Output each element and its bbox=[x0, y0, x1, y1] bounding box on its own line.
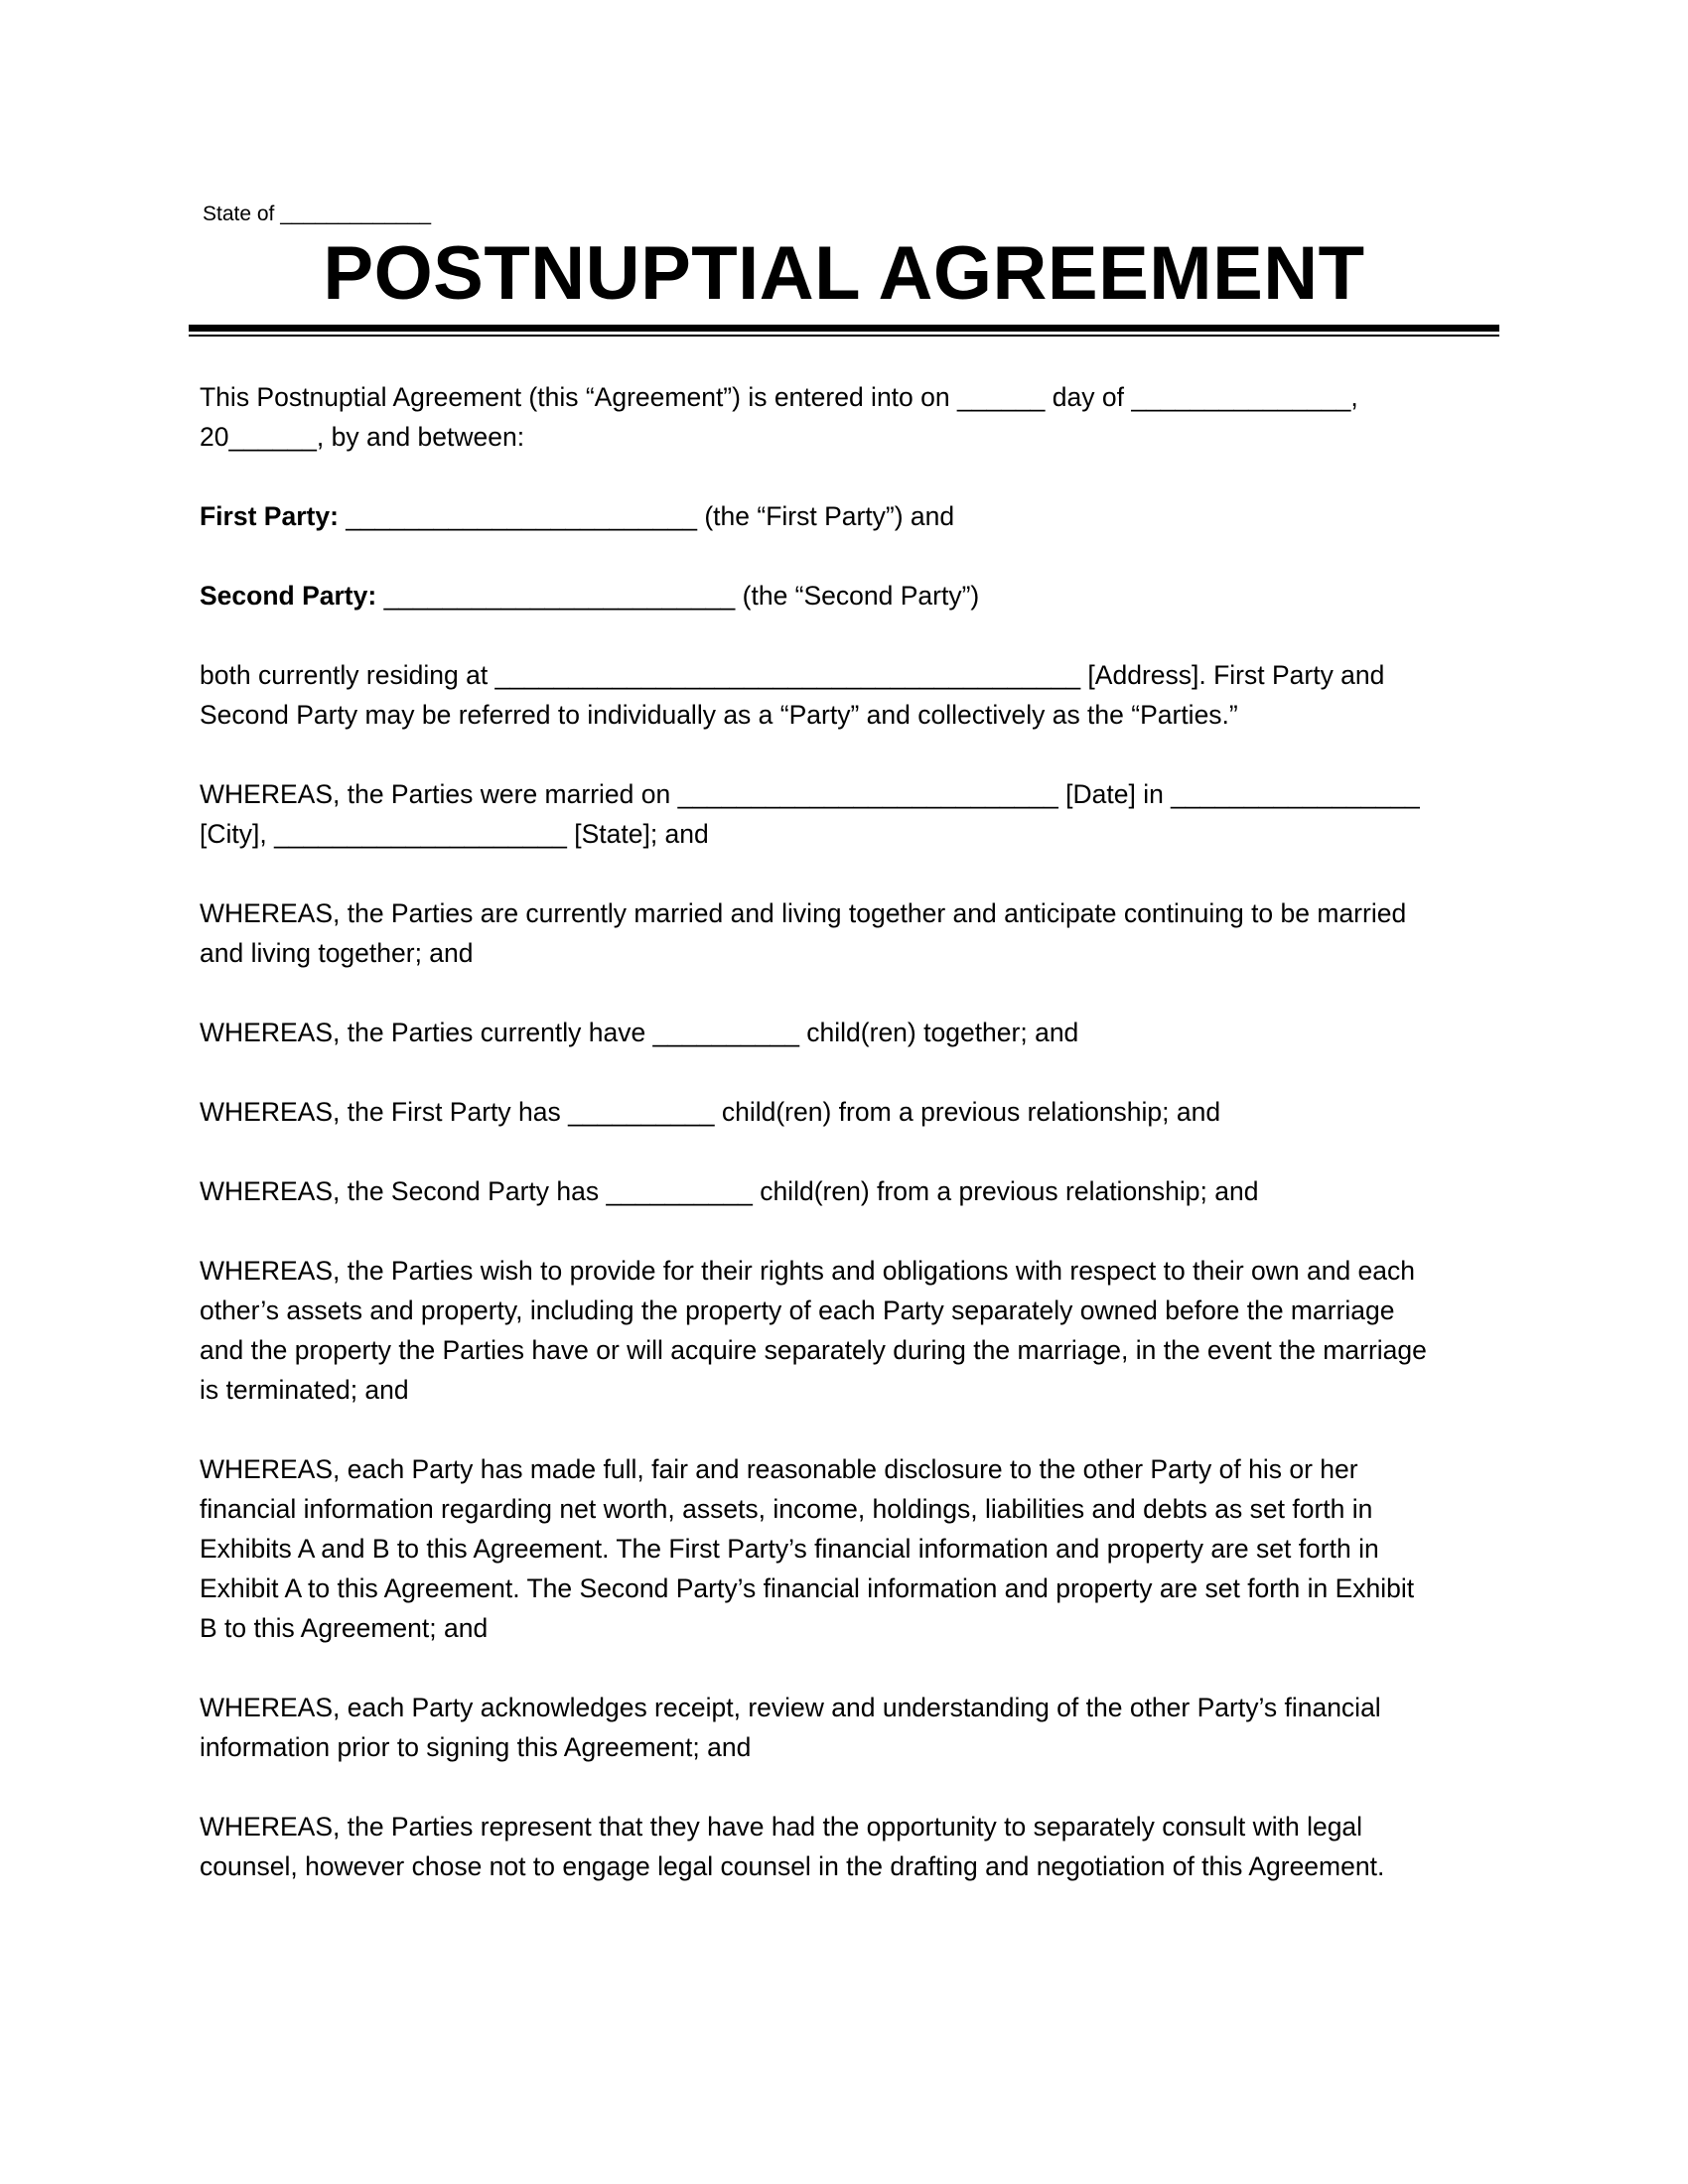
rights-line-3: and the property the Parties have or will acquire separately during the marriage, in the event the marriage bbox=[200, 1335, 1427, 1365]
children-first-line: WHEREAS, the First Party has __________ child(ren) from a previous relationship; and bbox=[200, 1097, 1221, 1127]
residing-line-2: Second Party may be referred to individually as a “Party” and collectively as the “Parties.” bbox=[200, 700, 1238, 730]
children-together-line: WHEREAS, the Parties currently have __________ child(ren) together; and bbox=[200, 1018, 1079, 1047]
disclosure-line-2: financial information regarding net worth, assets, income, holdings, liabilities and debts as set forth in bbox=[200, 1494, 1373, 1524]
children-together-paragraph bbox=[200, 1013, 1500, 1052]
disclosure-line-5: B to this Agreement; and bbox=[200, 1613, 489, 1643]
agreement-body bbox=[200, 377, 1500, 1926]
counsel-line-1: WHEREAS, the Parties represent that they have had the opportunity to separately consult with legal bbox=[200, 1812, 1363, 1842]
residing-line-1: both currently residing at ________________________________________ [Address]. First Party and bbox=[200, 660, 1385, 690]
disclosure-paragraph bbox=[200, 1449, 1500, 1648]
children-second-paragraph bbox=[200, 1171, 1500, 1211]
disclosure-line-3: Exhibits A and B to this Agreement. The First Party’s financial information and property are set forth in bbox=[200, 1534, 1379, 1564]
title-rule-thin bbox=[189, 335, 1499, 337]
second-party-text: ________________________ (the “Second Party”) bbox=[376, 581, 980, 611]
document-title: POSTNUPTIAL AGREEMENT bbox=[323, 231, 1365, 316]
disclosure-line-1: WHEREAS, each Party has made full, fair and reasonable disclosure to the other Party of his or her bbox=[200, 1454, 1358, 1484]
married-line-1: WHEREAS, the Parties were married on __________________________ [Date] in _________________ bbox=[200, 779, 1420, 809]
first-party-text: ________________________ (the “First Party”) and bbox=[338, 501, 955, 531]
receipt-line-1: WHEREAS, each Party acknowledges receipt, review and understanding of the other Party’s financial bbox=[200, 1693, 1381, 1722]
intro-paragraph bbox=[200, 377, 1500, 457]
rights-paragraph bbox=[200, 1251, 1500, 1410]
second-party-label: Second Party: bbox=[200, 581, 377, 611]
disclosure-line-4: Exhibit A to this Agreement. The Second Party’s financial information and property are set forth in Exhibit bbox=[200, 1573, 1415, 1603]
receipt-line-2: information prior to signing this Agreement; and bbox=[200, 1732, 752, 1762]
married-paragraph bbox=[200, 774, 1500, 854]
living-line-1: WHEREAS, the Parties are currently married and living together and anticipate continuing to be married bbox=[200, 898, 1407, 928]
counsel-paragraph bbox=[200, 1807, 1500, 1886]
rights-line-1: WHEREAS, the Parties wish to provide for their rights and obligations with respect to their own and each bbox=[200, 1256, 1416, 1286]
state-of-line: State of _____________ bbox=[203, 203, 432, 225]
residing-paragraph bbox=[200, 655, 1500, 735]
intro-line-1: This Postnuptial Agreement (this “Agreement”) is entered into on ______ day of _______________, bbox=[200, 382, 1358, 412]
receipt-paragraph bbox=[200, 1688, 1500, 1767]
married-line-2: [City], ____________________ [State]; and bbox=[200, 819, 709, 849]
title-rule-thick bbox=[189, 325, 1499, 332]
children-first-paragraph bbox=[200, 1092, 1500, 1132]
second-party-paragraph bbox=[200, 576, 1500, 615]
intro-line-2: 20______, by and between: bbox=[200, 422, 525, 452]
living-paragraph bbox=[200, 893, 1500, 973]
rights-line-4: is terminated; and bbox=[200, 1375, 409, 1405]
living-line-2: and living together; and bbox=[200, 938, 474, 968]
first-party-label: First Party: bbox=[200, 501, 339, 531]
first-party-paragraph bbox=[200, 496, 1500, 536]
children-second-line: WHEREAS, the Second Party has __________ child(ren) from a previous relationship; and bbox=[200, 1176, 1259, 1206]
rights-line-2: other’s assets and property, including the property of each Party separately owned before the marriage bbox=[200, 1296, 1395, 1325]
counsel-line-2: counsel, however chose not to engage legal counsel in the drafting and negotiation of this Agreement. bbox=[200, 1851, 1385, 1881]
